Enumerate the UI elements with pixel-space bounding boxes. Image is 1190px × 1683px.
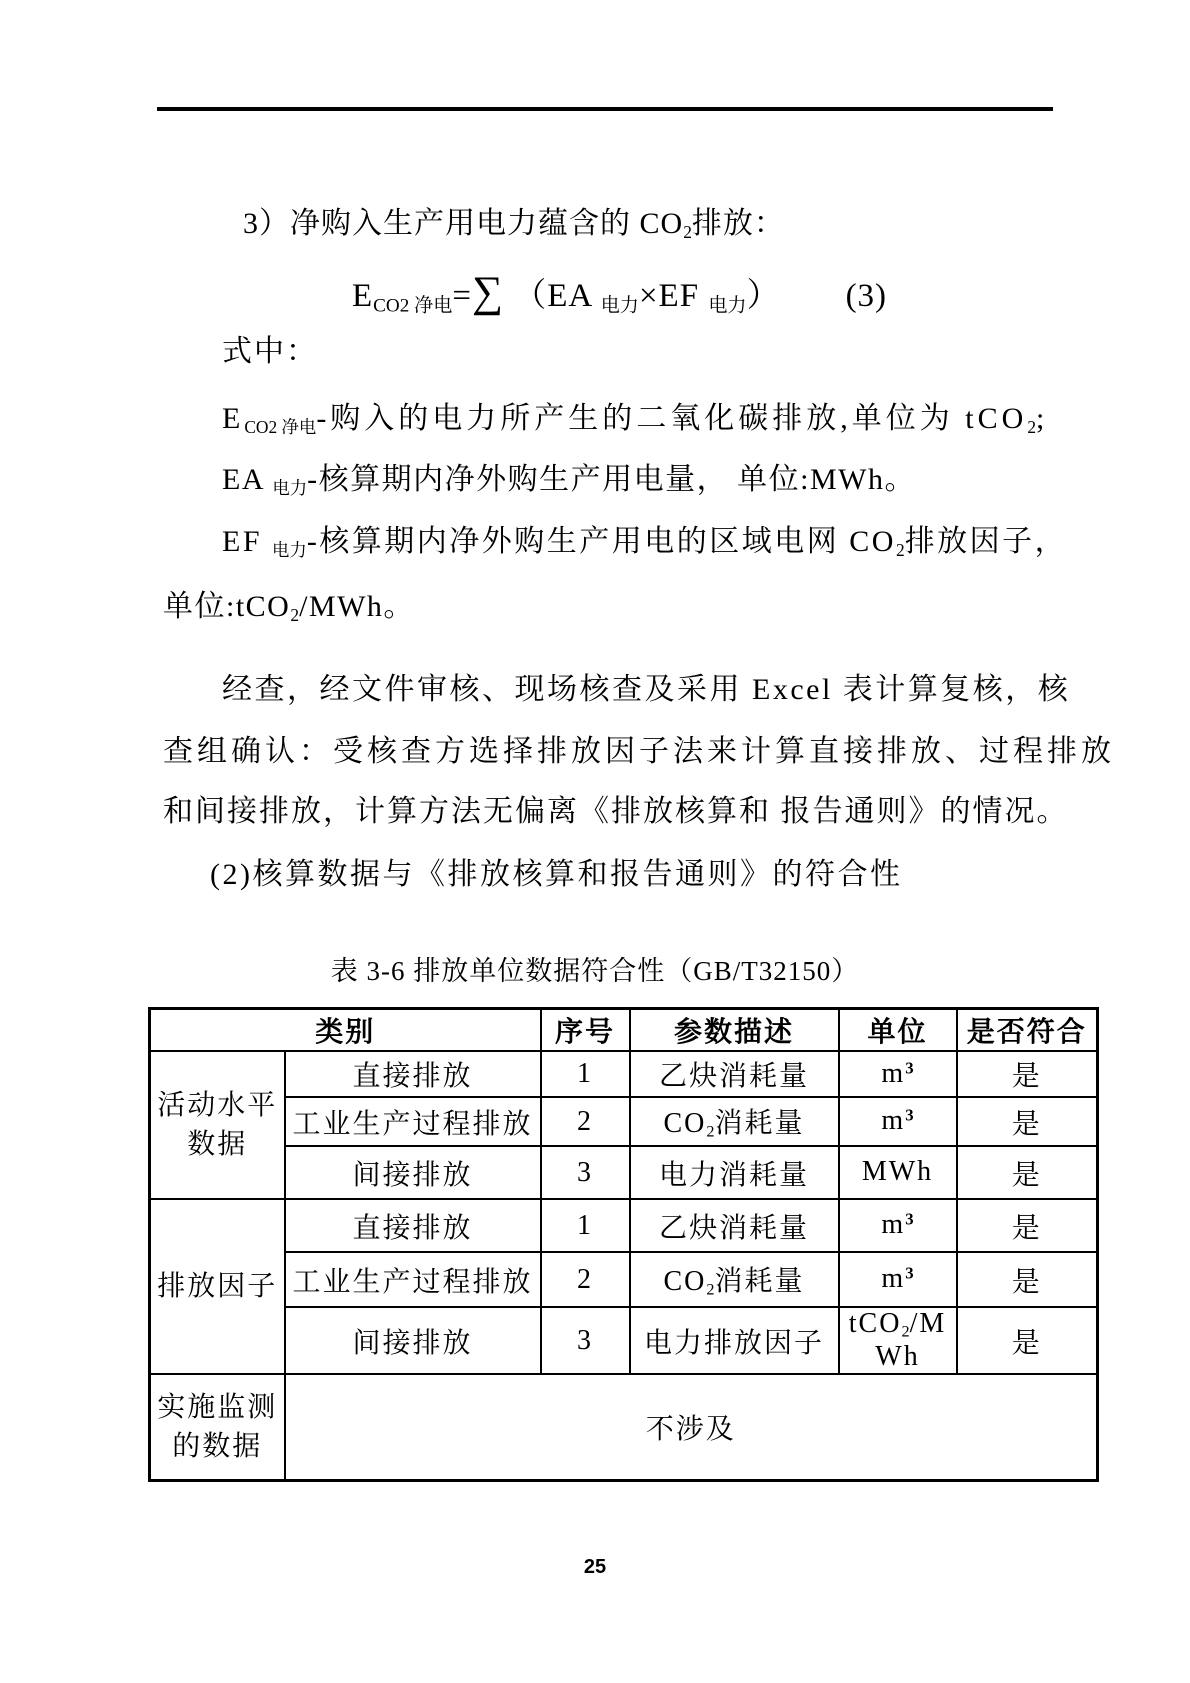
cell-compliant: 是	[957, 1097, 1098, 1146]
cell-subcategory: 直接排放	[285, 1051, 541, 1097]
cell-param: 电力排放因子	[630, 1307, 839, 1374]
header-index: 序号	[541, 1009, 630, 1052]
compliance-table	[148, 1007, 1099, 1482]
group-activity-data: 活动水平数据	[150, 1051, 285, 1199]
cell-subcategory: 直接排放	[285, 1199, 541, 1252]
group-emission-factor: 排放因子	[150, 1199, 285, 1374]
cell-compliant: 是	[957, 1146, 1098, 1199]
header-category: 类别	[150, 1009, 541, 1052]
cell-subcategory: 间接排放	[285, 1146, 541, 1199]
definition-e-co2: ECO2 净电-购入的电力所产生的二氧化碳排放,单位为 tCO2;	[222, 402, 1049, 437]
cell-index: 3	[541, 1146, 630, 1199]
cell-compliant: 是	[957, 1051, 1098, 1097]
cell-unit: $m^3$	[839, 1252, 957, 1307]
header-compliant: 是否符合	[957, 1009, 1098, 1052]
table-row	[150, 1051, 1098, 1097]
cell-unit: MWh	[839, 1146, 957, 1199]
header-rule	[157, 107, 1053, 111]
table-row	[150, 1252, 1098, 1307]
cell-index: 1	[541, 1051, 630, 1097]
where-label: 式中：	[222, 335, 318, 368]
cell-unit: tCO2/MWh	[839, 1307, 957, 1374]
cell-index: 1	[541, 1199, 630, 1252]
header-unit: 单位	[839, 1009, 957, 1052]
cell-param: CO2消耗量	[630, 1097, 839, 1146]
cell-subcategory: 工业生产过程排放	[285, 1097, 541, 1146]
table-row	[150, 1146, 1098, 1199]
cell-not-applicable: 不涉及	[285, 1374, 1098, 1480]
definition-ef: EF 电力-核算期内净外购生产用电的区域电网 CO2排放因子，	[222, 525, 1068, 560]
table-row	[150, 1199, 1098, 1252]
cell-unit: $m^3$	[839, 1199, 957, 1252]
cell-index: 2	[541, 1252, 630, 1307]
cell-compliant: 是	[957, 1307, 1098, 1374]
table-row	[150, 1097, 1098, 1146]
cell-subcategory: 工业生产过程排放	[285, 1252, 541, 1307]
cell-param: 乙炔消耗量	[630, 1199, 839, 1252]
cell-compliant: 是	[957, 1252, 1098, 1307]
cell-param: 乙炔消耗量	[630, 1051, 839, 1097]
cell-compliant: 是	[957, 1199, 1098, 1252]
paragraph-line-2: 查组确认：受核查方选择排放因子法来计算直接排放、过程排放	[163, 735, 1115, 768]
paragraph-line-1: 经查，经文件审核、现场核查及采用 Excel 表计算复核，核	[222, 673, 1071, 706]
table-row	[150, 1374, 1098, 1480]
formula-3: ECO2 净电=∑ （EA 电力×EF 电力） (3)	[352, 268, 888, 317]
table-header-row	[150, 1009, 1098, 1052]
cell-unit: $m^3$	[839, 1051, 957, 1097]
cell-param: 电力消耗量	[630, 1146, 839, 1199]
table-row	[150, 1307, 1098, 1374]
cell-index: 3	[541, 1307, 630, 1374]
list-item-2-heading: (2)核算数据与《排放核算和报告通则》的符合性	[210, 858, 903, 891]
group-monitoring-data: 实施监测的数据	[150, 1374, 285, 1480]
table-caption: 表 3-6 排放单位数据符合性（GB/T32150）	[330, 956, 860, 986]
cell-subcategory: 间接排放	[285, 1307, 541, 1374]
header-param: 参数描述	[630, 1009, 839, 1052]
list-item-3-heading: 3）净购入生产用电力蕴含的 CO2排放：	[243, 207, 785, 242]
definition-ea: EA 电力-核算期内净外购生产用电量， 单位:MWh。	[222, 463, 916, 498]
definition-unit: 单位:tCO2/MWh。	[163, 590, 415, 625]
page-number: 25	[583, 1556, 607, 1578]
cell-param: CO2消耗量	[630, 1252, 839, 1307]
paragraph-line-3: 和间接排放，计算方法无偏离《排放核算和 报告通则》的情况。	[163, 795, 1069, 828]
cell-index: 2	[541, 1097, 630, 1146]
cell-unit: $m^3$	[839, 1097, 957, 1146]
